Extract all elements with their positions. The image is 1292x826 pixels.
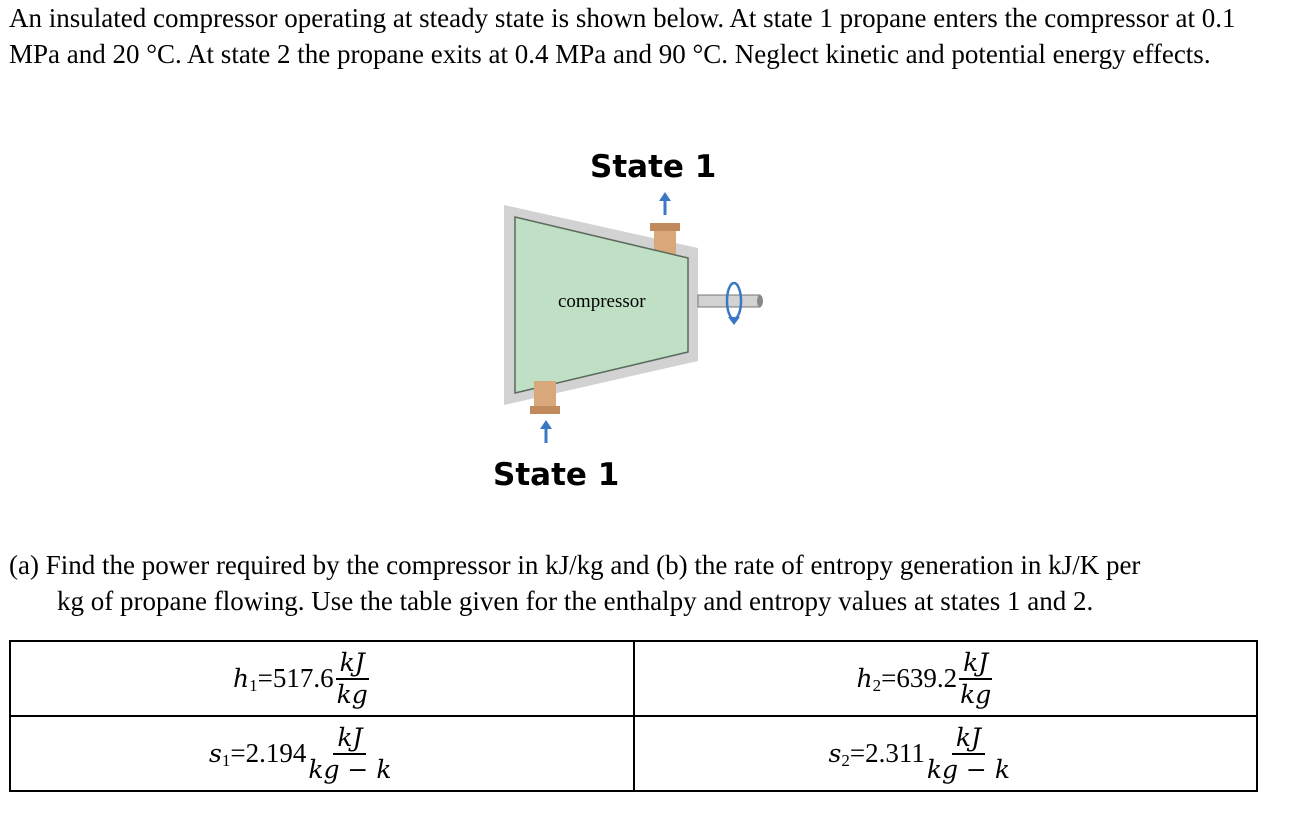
inlet-pipe [530,381,560,414]
value: 517.6 [272,663,334,693]
state-top-label: State 1 [590,149,717,185]
table-cell-s2 [634,716,1258,791]
subscript: 2 [841,750,850,770]
unit-numerator: kJ [959,648,992,680]
question-line-2: kg of propane flowing. Use the table given for the enthalpy and entropy values at states 1 and 2. [57,586,1094,616]
unit-numerator: kJ [333,723,366,755]
unit-denominator: kg − k [926,754,1010,784]
equals-sign: = [881,663,897,693]
value: 2.311 [865,738,925,768]
unit-denominator: kg [336,679,368,709]
state-bottom-label: State 1 [493,457,620,493]
table-row [10,641,1257,716]
table-row [10,716,1257,791]
subscript: 2 [872,675,882,695]
shaft [698,295,763,307]
symbol: s [209,739,222,768]
table-cell-s1 [10,716,634,791]
property-table [9,640,1258,792]
subscript: 1 [221,750,231,770]
subscript: 1 [249,675,258,695]
arrow-up-top-icon [659,192,671,215]
unit-denominator: kg [960,679,992,709]
value: 639.2 [896,663,958,693]
problem-intro: An insulated compressor operating at steady state is shown below. At state 1 propane enters the compressor at 0.1 MPa and 20 °C. At state 2 the propane exits at 0.4 MPa and 90 °C. Neglect kinetic and potential energy effects. [9,3,1236,69]
unit-denominator: kg − k [308,754,392,784]
value: 2.194 [245,738,307,768]
unit-numerator: kJ [336,648,369,680]
equals-sign: = [230,738,246,768]
symbol: h [233,664,250,693]
compressor-label: compressor [558,291,646,312]
symbol: s [828,739,842,768]
table-cell-h1 [10,641,634,716]
arrow-up-bottom-icon [540,420,552,443]
equals-sign: = [257,663,273,693]
compressor-figure [460,135,800,495]
unit-numerator: kJ [952,723,985,755]
table-cell-h2 [634,641,1258,716]
equals-sign: = [849,738,866,768]
symbol: h [856,664,873,693]
question-line-1: (a) Find the power required by the compressor in kJ/kg and (b) the rate of entropy generation in kJ/K per [9,550,1141,580]
